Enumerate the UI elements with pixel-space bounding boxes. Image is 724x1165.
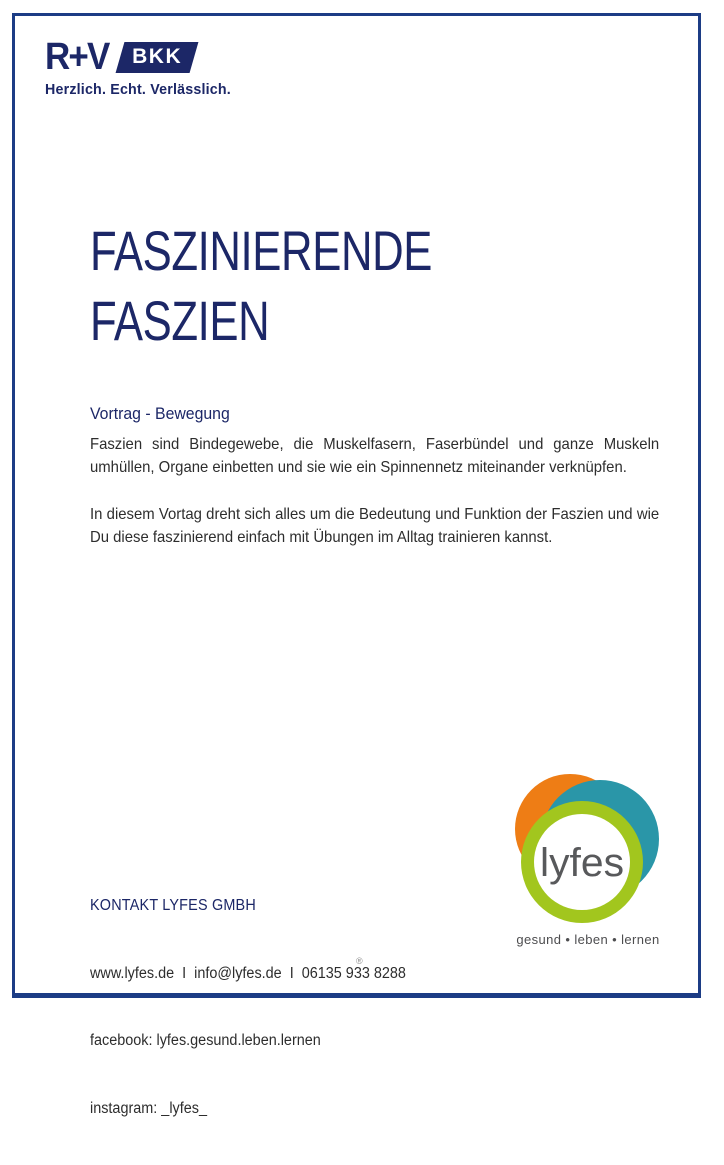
contact-links-line: www.lyfes.de I info@lyfes.de I 06135 933 8288 (90, 964, 406, 982)
page-title-line-1: FASZINIERENDE (90, 219, 433, 282)
body-paragraph-1: Faszien sind Bindegewebe, die Muskelfasern, Faserbündel und ganze Muskeln umhüllen, Organe einbetten und sie wie ein Spinnennetz miteinander verknüpfen. (90, 436, 660, 476)
rv-logo-text: R+V (45, 36, 109, 78)
rv-bkk-logo (45, 38, 194, 76)
page-title-line-2: FASZIEN (90, 289, 270, 352)
bkk-logo-text: BKK (132, 44, 183, 68)
contact-facebook-line: facebook: lyfes.gesund.leben.lernen (90, 1032, 321, 1049)
bkk-logo-box (116, 42, 199, 73)
contact-instagram-line: instagram: _lyfes_ (90, 1099, 207, 1117)
lyfes-wordmark: lyfes (540, 841, 624, 885)
contact-block (90, 850, 406, 1165)
lyfes-slogan: gesund • leben • lernen (516, 932, 660, 947)
contact-heading: KONTAKT LYFES GMBH (90, 897, 256, 914)
event-category-subtitle: Vortrag - Bewegung (90, 404, 230, 423)
registered-trademark-symbol: ® (356, 956, 363, 966)
page-title (90, 216, 528, 356)
brand-tagline: Herzlich. Echt. Verlässlich. (45, 81, 231, 98)
lyfes-logo (512, 771, 664, 947)
body-copy (90, 433, 659, 549)
lyfes-logo-icon (512, 771, 664, 931)
body-paragraph-2: In diesem Vortag dreht sich alles um die Bedeutung und Funktion der Faszien und wie Du diese faszinierend einfach mit Übungen im Alltag trainieren kannst. (90, 506, 660, 546)
